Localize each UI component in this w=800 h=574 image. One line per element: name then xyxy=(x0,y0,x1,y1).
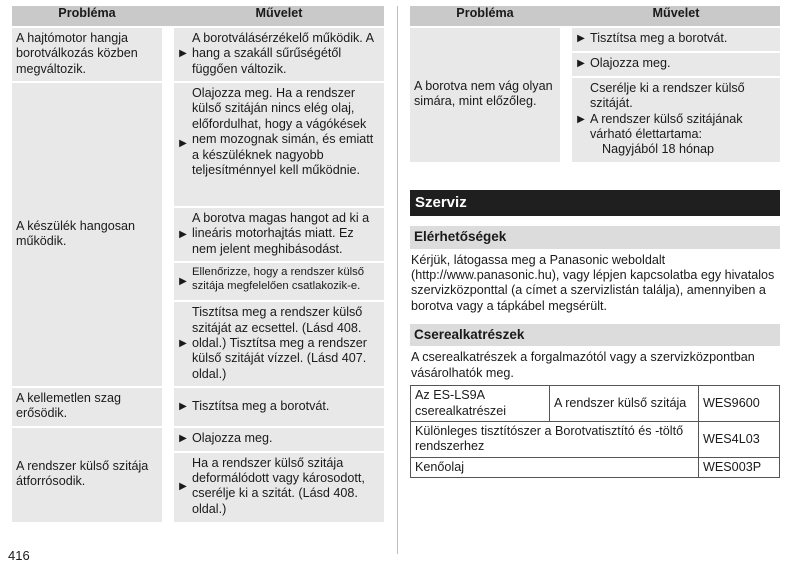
part-group-cell: Az ES-LS9A cserealkatrészei xyxy=(411,386,550,422)
header-problem: Probléma xyxy=(410,6,560,26)
arrow-icon: ▶ xyxy=(174,26,192,81)
right-column xyxy=(410,6,780,478)
arrow-icon: ▶ xyxy=(174,451,192,522)
table-row xyxy=(12,386,384,426)
part-code-cell: WES4L03 xyxy=(699,421,780,457)
problem-cell: A hajtómotor hangja borotválkozás közben megváltozik. xyxy=(12,26,162,81)
action-cell: Tisztítsa meg a borotvát. xyxy=(590,26,780,51)
header-action: Művelet xyxy=(572,6,780,26)
table-row xyxy=(411,457,780,477)
table-row xyxy=(12,26,384,81)
problem-cell: A borotva nem vág olyan simára, mint előzőleg. xyxy=(410,26,560,162)
table-row xyxy=(410,26,780,51)
table-row xyxy=(12,426,384,451)
header-problem: Probléma xyxy=(12,6,162,26)
arrow-icon: ▶ xyxy=(174,426,192,451)
part-name-cell: A rendszer külső szitája xyxy=(550,386,699,422)
action-cell: Ha a rendszer külső szitája deformálódott vagy károsodott, cserélje ki a szitát. (Lásd 408. oldal.) xyxy=(192,451,384,522)
action-cell xyxy=(590,76,780,162)
arrow-icon: ▶ xyxy=(572,76,590,162)
part-code-cell: WES003P xyxy=(699,457,780,477)
page-number: 416 xyxy=(8,548,30,563)
contact-text: Kérjük, látogassa meg a Panasonic weboldalt (http://www.panasonic.hu), vagy lépjen kapcsolatba egy hivatalos szervizközponttal (a címet a szervizlistán találja), amennyiben a borotva vagy a tápkábel megsérült. xyxy=(411,252,775,313)
column-divider xyxy=(397,6,398,554)
action-cell: A borotva magas hangot ad ki a lineáris motorhajtás miatt. Ez nem jelent meghibásodást. xyxy=(192,206,384,261)
left-troubleshooting-table xyxy=(12,6,384,522)
action-cell: Olajozza meg. Ha a rendszer külső szitáján nincs elég olaj, előfordulhat, hogy a vágókések nem mozognak simán, és emiatt a készüléknek nagyobb teljesítménnyel kell működnie. xyxy=(192,81,384,206)
action-cell: Olajozza meg. xyxy=(192,426,384,451)
arrow-icon: ▶ xyxy=(174,386,192,426)
parts-text: A cserealkatrészek a forgalmazótól vagy a szervizközpontban vásárolhatók meg. xyxy=(411,350,755,380)
table-row xyxy=(411,386,780,422)
action-cell: Olajozza meg. xyxy=(590,51,780,76)
action-cell: Tisztítsa meg a borotvát. xyxy=(192,386,384,426)
parts-heading: Cserealkatrészek xyxy=(410,324,780,346)
right-troubleshooting-table xyxy=(410,6,780,162)
action-line: A rendszer külső szitájának várható élettartama: xyxy=(590,111,743,142)
arrow-icon: ▶ xyxy=(174,81,192,206)
table-row xyxy=(411,421,780,457)
arrow-icon: ▶ xyxy=(174,206,192,261)
action-cell: Ellenőrizze, hogy a rendszer külső szitája megfelelően csatlakozik-e. xyxy=(192,261,384,300)
action-cell: Tisztítsa meg a rendszer külső szitáját az ecsettel. (Lásd 408. oldal.) Tisztítsa meg a rendszer külső szitáját vízzel. (Lásd 407. oldal.) xyxy=(192,300,384,386)
part-name-cell: Különleges tisztítószer a Borotvatisztító és -töltő rendszerhez xyxy=(411,421,699,457)
parts-table xyxy=(410,385,780,478)
contact-heading: Elérhetőségek xyxy=(410,226,780,248)
left-troubleshooting-column xyxy=(12,6,384,522)
problem-cell: A kellemetlen szag erősödik. xyxy=(12,386,162,426)
action-line: Nagyjából 18 hónap xyxy=(602,142,715,157)
arrow-icon: ▶ xyxy=(572,26,590,51)
part-name-cell: Kenőolaj xyxy=(411,457,699,477)
problem-cell: A rendszer külső szitája átforrósodik. xyxy=(12,426,162,522)
part-code-cell: WES9600 xyxy=(699,386,780,422)
problem-cell: A készülék hangosan működik. xyxy=(12,81,162,386)
arrow-icon: ▶ xyxy=(174,300,192,386)
table-row xyxy=(12,81,384,206)
action-line: Cserélje ki a rendszer külső szitáját. xyxy=(590,81,745,111)
service-title: Szerviz xyxy=(410,190,780,216)
action-cell: A borotválásérzékelő működik. A hang a szakáll sűrűségétől függően változik. xyxy=(192,26,384,81)
arrow-icon: ▶ xyxy=(174,261,192,300)
header-action: Művelet xyxy=(174,6,384,26)
arrow-icon: ▶ xyxy=(572,51,590,76)
